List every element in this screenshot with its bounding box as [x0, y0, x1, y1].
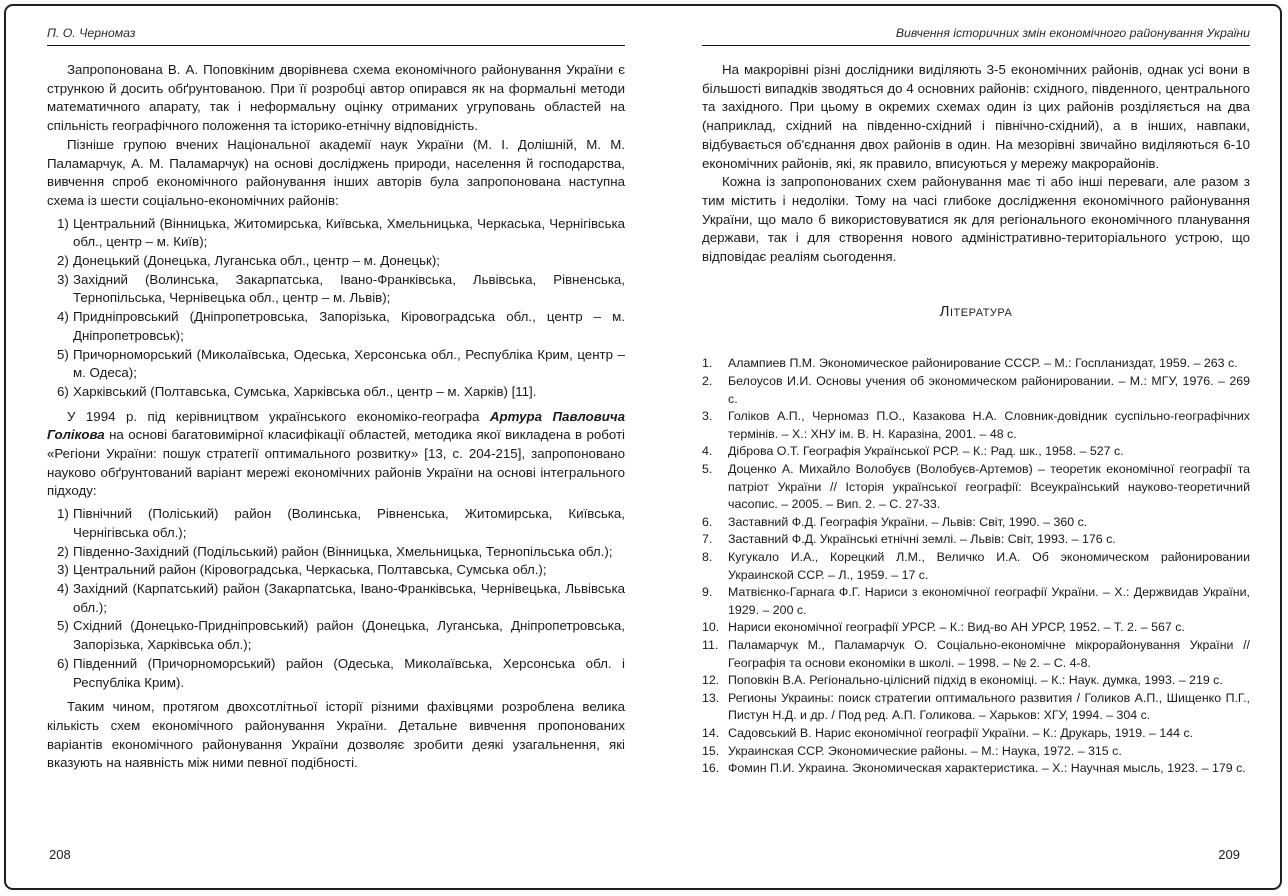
region-list-six — [47, 215, 625, 402]
list-marker: 1) — [57, 215, 69, 231]
reference-number: 2. — [702, 374, 713, 389]
reference-text: Украинская ССР. Экономические районы. – М.: Наука, 1972. – 315 с. — [728, 743, 1122, 758]
reference-text: Белоусов И.И. Основы учения об экономическом районировании. – М.: МГУ, 1976. – 269 с. — [728, 374, 1250, 406]
list-item-text: Західний (Карпатський) район (Закарпатська, Івано-Франківська, Чернівецька, Львівська обл.); — [73, 580, 625, 615]
reference-number: 1. — [702, 356, 713, 371]
reference-number: 8. — [702, 549, 713, 564]
region-list-item — [47, 543, 625, 562]
reference-text: Заставний Ф.Д. Географія України. – Львів: Світ, 1990. – 360 с. — [728, 514, 1088, 529]
page-right-body — [702, 61, 1250, 778]
reference-text: Заставний Ф.Д. Українські етнічні землі. – Львів: Світ, 1993. – 176 с. — [728, 532, 1116, 547]
list-marker: 2) — [57, 253, 69, 269]
list-item-text: Придніпровський (Дніпропетровська, Запорізька, Кіровоградська обл., центр – м. Дніпропетровськ); — [73, 309, 625, 343]
paragraph: Пізніше групою вчених Національної академії наук України (М. І. Долішній, М. М. Паламарчук, А. М. Паламарчук) на основі досліджень природи, населення й господарства, вивчення спроб економічного районування інших авторів була запропонована наступна схема із шести соціально-економічних районів: — [47, 136, 625, 208]
reference-item — [702, 584, 1250, 619]
reference-number: 11. — [702, 637, 719, 652]
reference-number: 9. — [702, 585, 713, 600]
reference-item — [702, 408, 1250, 443]
reference-text: Доценко А. Михайло Волобуєв (Волобуєв-Артемов) – теоретик економічної географії та патріот України // Історія української географії: Всеукраїнський науково-теоретичний часопис. – 2005. – Вип. 2. – С. 27-33. — [728, 462, 1250, 512]
list-marker: 6) — [57, 655, 69, 671]
running-header-title: Вивчення історичних змін економічного районування України — [702, 26, 1250, 46]
region-list-item — [47, 346, 625, 383]
list-item-text: Північний (Поліський) район (Волинська, Рівненська, Житомирська, Київська, Чернігівська обл.); — [73, 506, 625, 540]
list-marker: 5) — [57, 618, 69, 634]
reference-text: Голіков А.П., Черномаз П.О., Казакова Н.А. Словник-довідник суспільно-географічних термінів. – Х.: ХНУ ім. В. Н. Каразіна, 2001. – 48 с. — [728, 409, 1250, 441]
reference-text: Фомин П.И. Украина. Экономическая характеристика. – Х.: Научная мысль, 1923. – 179 с. — [728, 761, 1246, 776]
list-item-text: Східний (Донецько-Придніпровський) район (Донецька, Луганська, Дніпропетровська, Запорізька, Харківська обл.); — [73, 618, 625, 653]
reference-text: Поповкін В.А. Регіонально-цілісний підхід в економіці. – К.: Наук. думка, 1993. – 219 с. — [728, 673, 1223, 688]
reference-item — [702, 514, 1250, 532]
reference-item — [702, 355, 1250, 373]
reference-item — [702, 443, 1250, 461]
region-list-item — [47, 308, 625, 345]
region-list-item — [47, 655, 625, 692]
list-marker: 4) — [57, 580, 69, 596]
list-item-text: Харківський (Полтавська, Сумська, Харківська обл., центр – м. Харків) [11]. — [73, 383, 537, 399]
reference-item — [702, 637, 1250, 672]
paragraph: Таким чином, протягом двохсотлітньої історії різними фахівцями розроблена велика кількість схем економічного районування України. Детальне вивчення пропонованих варіантів економічного районування України дозволяє зробити деякі узагальнення, які вказують на наявність між ними певної подібності. — [47, 699, 625, 771]
reference-number: 6. — [702, 514, 713, 529]
region-list-item — [47, 617, 625, 654]
reference-item — [702, 619, 1250, 637]
list-marker: 2) — [57, 543, 69, 559]
page-left-body — [47, 61, 625, 773]
page-number-left: 208 — [49, 847, 71, 862]
list-marker: 6) — [57, 383, 69, 399]
reference-number: 13. — [702, 690, 720, 705]
reference-number: 3. — [702, 409, 713, 424]
running-header-author: П. О. Черномаз — [47, 26, 625, 46]
reference-text: Кугукало И.А., Корецкий Л.М., Величко И.А. Об экономическом районировании Украинской ССР. – Л., 1959. – 17 с. — [728, 549, 1250, 582]
region-list-item — [47, 580, 625, 617]
reference-number: 5. — [702, 462, 713, 476]
reference-list — [702, 355, 1250, 777]
list-item-text: Західний (Волинська, Закарпатська, Івано-Франківська, Львівська, Рівненська, Тернопільська, Чернівецька обл., центр – м. Львів); — [73, 271, 625, 306]
paragraph-segment: У 1994 р. під керівництвом українського економіко-географа — [67, 408, 490, 424]
reference-item — [702, 531, 1250, 549]
reference-item — [702, 725, 1250, 743]
region-list-item — [47, 252, 625, 271]
paragraph: Запропонована В. А. Поповкіним дворівнева схема економічного районування України є стрункою й досить обґрунтованою. При її розробці автор опирався як на формальні методи математичного апарату, так і неформальну оцінку отриманих угруповань областей на спільність географічного положення та історико-етнічну відповідність. — [47, 62, 625, 134]
list-item-text: Південно-Західний (Подільський) район (Вінницька, Хмельницька, Тернопільська обл.); — [73, 543, 613, 559]
list-item-text: Центральний район (Кіровоградська, Черкаська, Полтавська, Сумська обл.); — [73, 562, 547, 578]
list-marker: 1) — [57, 506, 69, 522]
person-name-emphasis: Артура Павловича Голікова — [47, 408, 625, 443]
region-list-item — [47, 561, 625, 580]
page-number-right: 209 — [1218, 847, 1240, 862]
list-item-text: Центральний (Вінницька, Житомирська, Київська, Хмельницька, Черкаська, Чернігівська обл., центр – м. Київ); — [73, 215, 625, 250]
list-marker: 3) — [57, 271, 69, 287]
region-list-item — [47, 215, 625, 252]
page-right — [702, 26, 1250, 778]
reference-item — [702, 549, 1250, 584]
reference-item — [702, 461, 1250, 514]
paragraph-golikov — [47, 408, 625, 502]
list-marker: 4) — [57, 309, 69, 325]
reference-text: Нариси економічної географії УРСР. – К.: Вид-во АН УРСР, 1952. – Т. 2. – 567 с. — [728, 620, 1185, 635]
reference-text: Садовський В. Нарис економічної географії України. – К.: Друкарь, 1919. – 144 с. — [728, 725, 1194, 740]
region-list-item — [47, 383, 625, 402]
reference-item — [702, 690, 1250, 725]
book-spread — [4, 4, 1282, 890]
reference-number: 15. — [702, 743, 720, 758]
paragraph: Кожна із запропонованих схем районування має ті або інші переваги, але разом з тим містить і недоліки. Тому на часі глибоке дослідження економічного районування України, що мало б використовуватися як для регіонального економічного планування держави, так і для створення нового адміністративно-територіального устрою, що відповідає реаліям сьогодення. — [702, 174, 1250, 265]
list-item-text: Причорноморський (Миколаївська, Одеська, Херсонська обл., Республіка Крим, центр – м. Одеса); — [73, 346, 625, 381]
reference-number: 16. — [702, 761, 720, 776]
reference-number: 7. — [702, 532, 713, 547]
reference-number: 10. — [702, 620, 720, 635]
reference-number: 4. — [702, 444, 713, 459]
reference-text: Регионы Украины: поиск стратегии оптимального развития / Голиков А.П., Шищенко П.Г., Пистун Н.Д. и др. / Под ред. А.П. Голикова. – Харьков: ХГУ, 1994. – 304 с. — [728, 690, 1250, 723]
reference-number: 12. — [702, 673, 720, 688]
list-item-text: Донецький (Донецька, Луганська обл., центр – м. Донецьк); — [73, 253, 440, 269]
reference-text: Діброва О.Т. Географія Української РСР. – К.: Рад. шк., 1958. – 527 с. — [728, 444, 1124, 459]
reference-number: 14. — [702, 725, 720, 740]
reference-item — [702, 672, 1250, 690]
region-list-item — [47, 271, 625, 308]
list-item-text: Південний (Причорноморський) район (Одеська, Миколаївська, Херсонська обл. і Республіка Крим). — [73, 655, 625, 690]
page-left — [47, 26, 625, 778]
list-marker: 5) — [57, 346, 69, 362]
literature-heading: Література — [939, 302, 1013, 320]
region-list-item — [47, 505, 625, 542]
reference-item — [702, 373, 1250, 408]
reference-item — [702, 743, 1250, 761]
paragraph-segment: на основі багатовимірної класифікації областей, методика якої викладена в роботі «Регіони України: пошук стратегії оптимального розвитку» [13, с. 204-215], запропоновано науково обґрунтований варіант мережі економічних районів України на основі інтегрального підходу: — [47, 427, 625, 499]
two-page-layout — [6, 6, 1280, 778]
reference-text: Матвієнко-Гарнага Ф.Г. Нариси з економічної географії України. – Х.: Держвидав України, 1929. – 200 с. — [728, 585, 1250, 617]
paragraph: На макрорівні різні дослідники виділяють 3-5 економічних районів, однак усі вони в більшості випадків зводяться до 4 основних районів: східного, південного, центрального та західного. При цьому в окремих схемах один із цих районів розділяється на два (наприклад, східний на південно-східний і північно-східний), а в інших, навпаки, відбувається об'єднання двох районів в один. На мезорівні звичайно виділяються 6-10 економічних районів, які, як правило, вписуються у мережу макрорайонів. — [702, 62, 1250, 171]
reference-text: Алампиев П.М. Экономическое районирование СССР. – М.: Госпланиздат, 1959. – 263 с. — [728, 356, 1238, 371]
list-marker: 3) — [57, 562, 69, 578]
reference-text: Паламарчук М., Паламарчук О. Соціально-економічне мікрорайонування України // Географія та основи економіки в школі. – 1998. – № 2. – С. 4-8. — [728, 637, 1250, 670]
reference-item — [702, 760, 1250, 778]
region-list-golikov — [47, 505, 625, 692]
